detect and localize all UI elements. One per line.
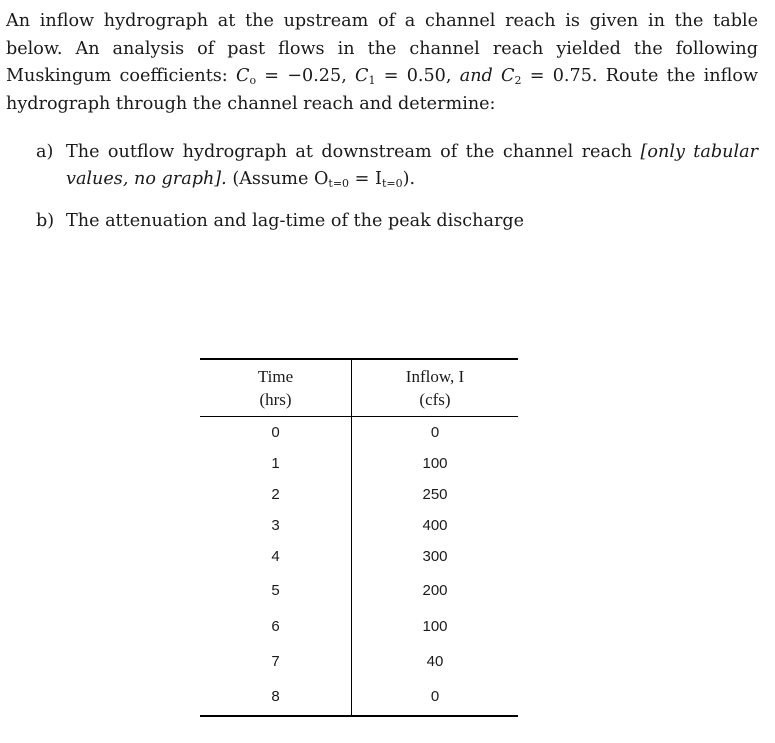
part-b-marker: b) <box>36 211 55 231</box>
cell-inflow: 250 <box>422 485 448 503</box>
part-a-marker: a) <box>36 142 54 162</box>
header-inflow: Inflow, I (cfs) <box>405 367 465 409</box>
cell-time: 2 <box>200 479 352 510</box>
cell-time: 4 <box>200 541 352 573</box>
cell-time: 7 <box>200 645 352 679</box>
cell-inflow: 40 <box>426 653 444 670</box>
table-row <box>200 448 518 479</box>
header-time: Time (hrs) <box>200 359 352 417</box>
cell-inflow: 200 <box>422 582 448 599</box>
cell-inflow: 300 <box>422 548 448 565</box>
part-b <box>36 208 524 235</box>
part-a <box>36 139 758 193</box>
problem-task-text: Route the inflow hydrograph through the channel reach and determine: <box>6 66 759 114</box>
cell-inflow: 0 <box>430 688 440 705</box>
part-b-text: The attenuation and lag-time of the peak discharge <box>66 211 525 231</box>
table-header-row <box>200 359 518 417</box>
cell-time: 3 <box>200 510 352 541</box>
table-row <box>200 417 518 448</box>
part-a-text: The outflow hydrograph at downstream of the channel reach <box>66 142 641 162</box>
cell-time: 1 <box>200 448 352 479</box>
inflow-table <box>200 358 518 717</box>
cell-inflow: 400 <box>422 516 448 534</box>
cell-time: 8 <box>200 679 352 716</box>
cell-inflow: 100 <box>422 618 448 635</box>
cell-inflow: 0 <box>430 423 440 441</box>
table-row <box>200 679 518 716</box>
coefficient-c1: $C_1 = 0.50$, <box>355 66 460 87</box>
cell-time: 5 <box>200 573 352 609</box>
table-row <box>200 479 518 510</box>
cell-inflow: 100 <box>422 454 448 472</box>
table-row <box>200 609 518 645</box>
coefficient-c0: $C_o = -0.25$, <box>235 66 356 87</box>
part-a-assumption: (Assume $O_{t=0} = I_{t=0}$). <box>226 169 416 190</box>
part-a-note-2: values, no graph]. <box>66 169 227 189</box>
part-a-note-1: [only tabular <box>640 142 758 162</box>
cell-time: 0 <box>200 417 352 448</box>
table-row <box>200 573 518 609</box>
table-row <box>200 541 518 573</box>
table-row <box>200 645 518 679</box>
coefficient-c2: and $C_2 = 0.75$. <box>459 66 598 87</box>
cell-time: 6 <box>200 609 352 645</box>
problem-intro-text: An inflow hydrograph at the upstream of a channel reach is given in the table below. An analysis of past flows in the channel reach yielded the following Muskingum coefficients: <box>6 11 758 86</box>
problem-statement <box>6 8 758 118</box>
table-row <box>200 510 518 541</box>
